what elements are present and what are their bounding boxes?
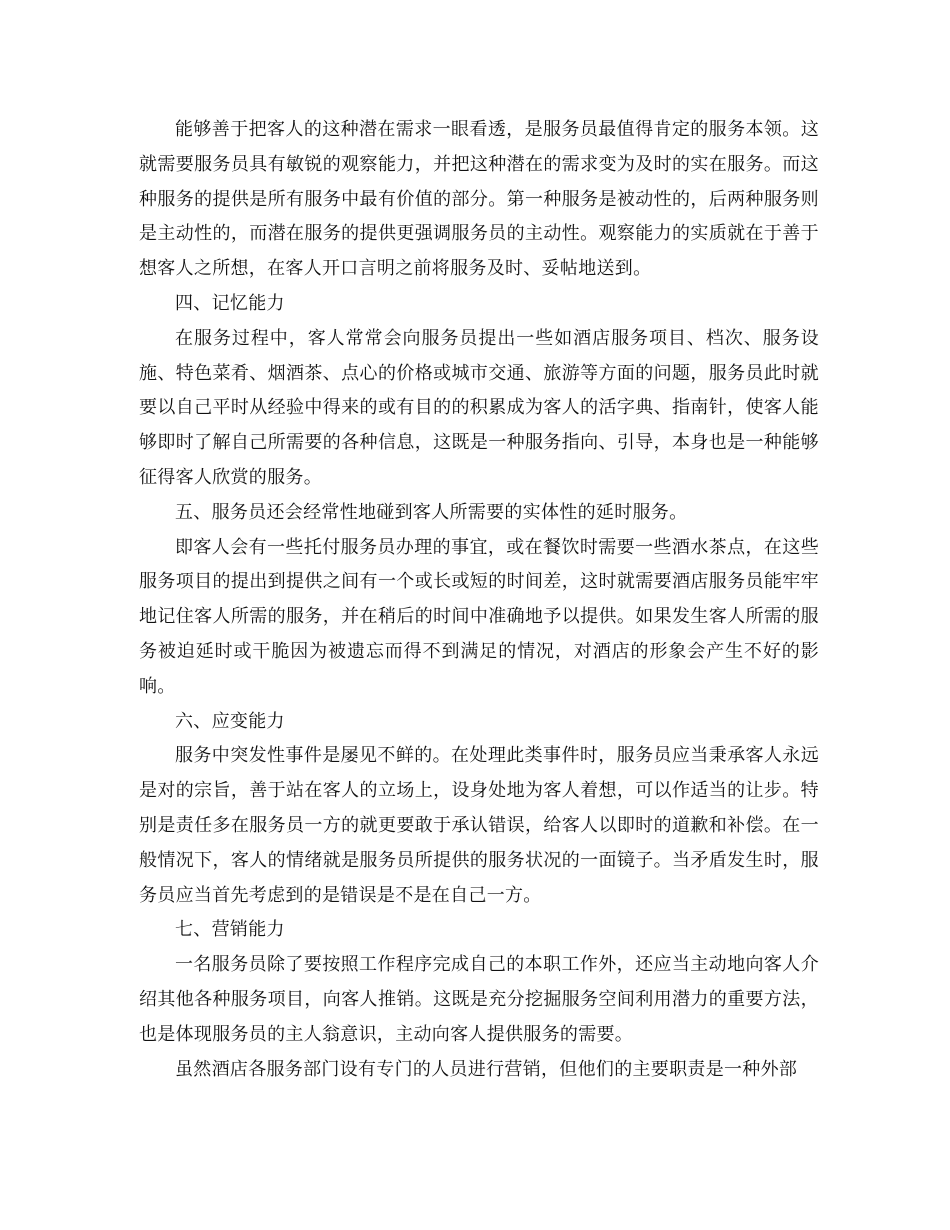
paragraph-adaptability: 服务中突发性事件是屡见不鲜的。在处理此类事件时，服务员应当秉承客人永远是对的宗旨，善于站在客人的立场上，设身处地为客人着想，可以作适当的让步。特别是责任多在服务员一方的就更要敢于承认错误，给客人以即时的道歉和补偿。在一般情况下，客人的情绪就是服务员所提供的服务状况的一面镜子。当矛盾发生时，服务员应当首先考虑到的是错误是不是在自己一方。 <box>139 745 819 906</box>
section-heading-delayed-service: 五、服务员还会经常性地碰到客人所需要的实体性的延时服务。 <box>175 501 688 523</box>
section-heading-memory: 四、记忆能力 <box>175 292 285 314</box>
paragraph-memory: 在服务过程中，客人常常会向服务员提出一些如酒店服务项目、档次、服务设施、特色菜肴、烟酒茶、点心的价格或城市交通、旅游等方面的问题，服务员此时就要以自己平时从经验中得来的或有目的的积累成为客人的活字典、指南针，使客人能够即时了解自己所需要的各种信息，这既是一种服务指向、引导，本身也是一种能够征得客人欣赏的服务。 <box>139 327 819 488</box>
section-heading-marketing: 七、营销能力 <box>175 919 285 941</box>
section-heading-adaptability: 六、应变能力 <box>175 710 285 732</box>
paragraph-marketing: 一名服务员除了要按照工作程序完成自己的本职工作外，还应当主动地向客人介绍其他各种服务项目，向客人推销。这既是充分挖掘服务空间利用潜力的重要方法，也是体现服务员的主人翁意识，主动向客人提供服务的需要。 <box>139 954 819 1045</box>
document-body <box>139 113 819 1087</box>
paragraph-observation-summary: 能够善于把客人的这种潜在需求一眼看透，是服务员最值得肯定的服务本领。这就需要服务员具有敏锐的观察能力，并把这种潜在的需求变为及时的实在服务。而这种服务的提供是所有服务中最有价值的部分。第一种服务是被动性的，后两种服务则是主动性的，而潜在服务的提供更强调服务员的主动性。观察能力的实质就在于善于想客人之所想，在客人开口言明之前将服务及时、妥帖地送到。 <box>139 119 819 280</box>
paragraph-marketing-continued: 虽然酒店各服务部门设有专门的人员进行营销，但他们的主要职责是一种外部 <box>175 1058 798 1080</box>
paragraph-delayed-service: 即客人会有一些托付服务员办理的事宜，或在餐饮时需要一些酒水茶点，在这些服务项目的提出到提供之间有一个或长或短的时间差，这时就需要酒店服务员能牢牢地记住客人所需的服务，并在稍后的时间中准确地予以提供。如果发生客人所需的服务被迫延时或干脆因为被遗忘而得不到满足的情况，对酒店的形象会产生不好的影响。 <box>139 536 819 697</box>
